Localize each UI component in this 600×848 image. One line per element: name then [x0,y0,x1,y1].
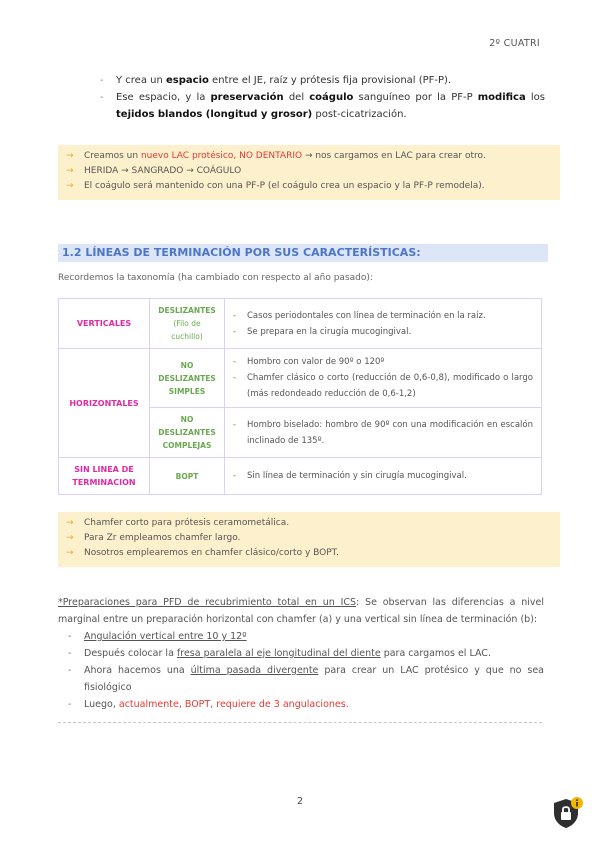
dash-marker: - [68,699,72,710]
arrow-icon: → [66,548,74,558]
arrow-icon: → [66,518,74,528]
note-item [66,531,552,546]
table-row [59,458,542,495]
note-box-bottom [58,512,560,567]
intro-bullets [100,72,545,123]
notes-text: : Se observan las diferencias a nivel marginal entre un preparación horizontal con chamfer (a) y una vertical sin línea de terminación (b): [58,597,544,625]
arrow-icon: → [66,151,74,161]
subtype-label: BOPT [175,471,199,481]
dash-marker: - [68,665,72,676]
text-fragment: HERIDA → SANGRADO → COÁGULO [84,166,242,176]
underlined-text: Angulación vertical entre 10 y 12º [84,631,247,642]
dash-marker: - [233,419,237,430]
text-fragment: post-cicatrización. [312,109,407,120]
note-item [66,149,552,164]
note-item [66,179,552,194]
description-text: Hombro con valor de 90º o 120º [247,357,385,367]
dash-marker: - [68,648,72,659]
divider [58,722,542,723]
text-fragment: Ese espacio, y la [116,92,211,103]
notes-title: *Preparaciones para PFD de recubrimiento total en un ICS [58,597,357,608]
dash-marker: - [233,326,237,337]
category-cell: HORIZONTALES [59,349,150,458]
description-item [233,354,533,370]
taxonomy-table [58,298,542,495]
arrow-icon: → [66,166,74,176]
dash-marker: - [100,75,104,86]
page-number: 2 [296,796,304,807]
text-fragment: para cargamos el LAC. [380,648,491,659]
notes-item [58,645,544,662]
bold-text: modifica [477,92,526,103]
description-item [233,308,533,324]
text-fragment: Después colocar la [84,648,177,659]
text-fragment: para crear un LAC protésico y que no sea fisiológico [84,665,544,693]
subtype-label: NO DESLIZANTES COMPLEJAS [158,415,216,450]
subtype-cell [150,408,225,458]
section-title [58,244,548,262]
category-cell: VERTICALES [59,299,150,349]
notes-section [58,594,544,713]
dash-marker: - [233,357,237,367]
description-text: Sin línea de terminación y sin cirugía mucogingival. [247,471,467,481]
description-cell [225,408,542,458]
notes-item [58,696,544,713]
text-fragment: del [283,92,310,103]
note-item [66,546,552,561]
arrow-icon: → [66,181,74,191]
note-item [66,164,552,179]
section-title-text: 1.2 LÍNEAS DE TERMINACIÓN POR SUS CARACTERÍSTICAS: [62,246,421,259]
text-fragment: Luego, [84,699,119,710]
subtype-label: NO DESLIZANTES SIMPLES [158,360,216,396]
bold-text: preservación [210,92,284,103]
notes-item [58,662,544,696]
text-fragment: → nos cargamos en LAC para crear otro. [302,151,486,161]
text-fragment: los [525,92,545,103]
dash-marker: - [233,373,237,383]
dash-marker: - [233,471,237,481]
description-item [233,370,533,402]
subtype-note: (Filo de cuchillo) [171,319,203,341]
bold-text: espacio [166,75,209,86]
bold-text: tejidos blandos (longitud y grosor) [116,109,313,120]
underlined-text: última pasada divergente [190,665,319,676]
description-item [233,468,533,484]
text-fragment: Creamos un [84,151,141,161]
notes-item [58,628,544,645]
text-fragment: Nosotros emplearemos en chamfer clásico/corto y BOPT. [84,548,339,558]
description-text: Se prepara en la cirugía mucogingival. [247,326,412,337]
subtype-cell [150,349,225,408]
dash-marker: - [68,631,72,642]
note-box-top [58,145,560,200]
subtype-cell [150,458,225,495]
text-fragment: El coágulo será mantenido con una PF-P (el coágulo crea un espacio y la PF-P remodela). [84,181,485,191]
description-text: Hombro biselado: hombro de 90º con una modificación en escalón inclinado de 135º. [247,419,533,446]
text-fragment: Y crea un [116,75,166,86]
note-item [66,516,552,531]
dash-marker: - [233,310,237,321]
notes-paragraph [58,594,544,628]
subtype-label: DESLIZANTES [158,306,216,315]
description-text: Casos periodontales con línea de terminación en la raíz. [247,310,486,321]
arrow-icon: → [66,533,74,543]
page-header: 2º CUATRI [489,38,540,49]
shield-lock-icon[interactable] [550,795,586,831]
category-cell: SIN LINEA DE TERMINACION [59,458,150,495]
dash-marker: - [100,92,104,103]
description-item [233,417,533,449]
text-fragment: Chamfer corto para prótesis ceramometálica. [84,518,290,528]
text-fragment: Ahora hacemos una [84,665,191,676]
description-cell [225,299,542,349]
table-row [59,349,542,408]
highlight-text: nuevo LAC protésico, NO DENTARIO [140,151,303,161]
description-item [233,324,533,340]
bullet-item [100,89,545,123]
table-row [59,299,542,349]
text-fragment: Para Zr empleamos chamfer largo. [84,533,241,543]
highlight-text: actualmente, BOPT, requiere de 3 angulaciones. [118,699,349,710]
bullet-item [100,72,545,89]
description-text: Chamfer clásico o corto (reducción de 0,6-0,8), modificado o largo (más redondeado reducción de 0,6-1,2) [247,373,533,399]
text-fragment: entre el JE, raíz y prótesis fija provisional (PF-P). [208,75,452,86]
description-cell [225,349,542,408]
bold-text: coágulo [309,92,354,103]
taxonomy-intro: Recordemos la taxonomía (ha cambiado con respecto al año pasado): [58,273,373,283]
subtype-cell [150,299,225,349]
description-cell [225,458,542,495]
underlined-text: fresa paralela al eje longitudinal del diente [176,648,381,659]
text-fragment: sanguíneo por la PF-P [353,92,478,103]
